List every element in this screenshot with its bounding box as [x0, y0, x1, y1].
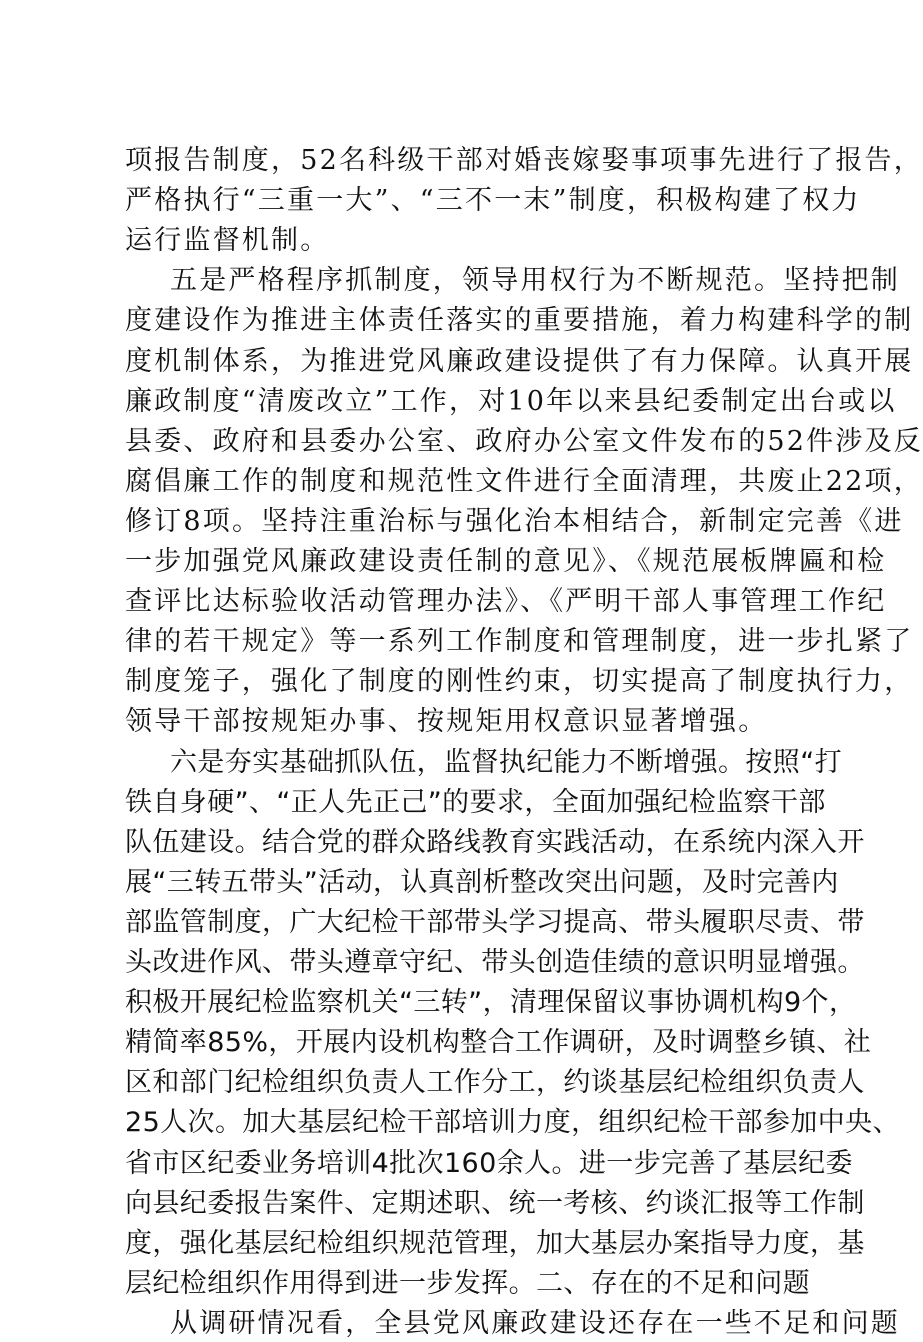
text-line: 层纪检组织作用得到进一步发挥。二、存在的不足和问题 — [125, 1268, 810, 1299]
text-line: 严格执行“三重一大”、“三不一末”制度，积极构建了权力 — [125, 185, 861, 216]
text-line: 度，强化基层纪检组织规范管理，加大基层办案指导力度，基 — [125, 1228, 865, 1259]
text-line: 铁自身硬”、“正人先正己”的要求，全面加强纪检监察干部 — [125, 787, 826, 818]
text-line: 运行监督机制。 — [125, 225, 330, 256]
text-line: 从调研情况看，全县党风廉政建设还存在一些不足和问题 — [170, 1308, 900, 1339]
text-line: 查评比达标验收活动管理办法》、《严明干部人事管理工作纪 — [125, 586, 887, 617]
text-line: 度建设作为推进主体责任落实的重要措施，着力构建科学的制 — [125, 305, 914, 336]
text-line: 向县纪委报告案件、定期述职、统一考核、约谈汇报等工作制 — [125, 1188, 865, 1219]
text-line: 头改进作风、带头遵章守纪、带头创造佳绩的意识明显增强。 — [125, 947, 865, 978]
text-line: 律的若干规定》等一系列工作制度和管理制度，进一步扎紧了 — [125, 626, 914, 657]
text-line: 区和部门纪检组织负责人工作分工，约谈基层纪检组织负责人 — [125, 1067, 865, 1098]
text-line: 度机制体系，为推进党风廉政建设提供了有力保障。认真开展 — [125, 346, 914, 377]
text-line: 精简率85%，开展内设机构整合工作调研，及时调整乡镇、社 — [125, 1027, 872, 1058]
text-line: 省市区纪委业务培训4批次160余人。进一步完善了基层纪委 — [125, 1148, 853, 1179]
text-line: 修订8项。坚持注重治标与强化治本相结合，新制定完善《进 — [125, 506, 904, 537]
text-line: 领导干部按规矩办事、按规矩用权意识显著增强。 — [125, 706, 768, 737]
text-line: 队伍建设。结合党的群众路线教育实践活动，在系统内深入开 — [125, 827, 865, 858]
text-line: 积极开展纪检监察机关“三转”，清理保留议事协调机构9个， — [125, 987, 857, 1018]
text-line: 一步加强党风廉政建设责任制的意见》、《规范展板牌匾和检 — [125, 546, 887, 577]
text-line: 廉政制度“清废改立”工作，对10年以来县纪委制定出台或以 — [125, 386, 897, 417]
text-line: 腐倡廉工作的制度和规范性文件进行全面清理，共废止22项， — [125, 466, 923, 497]
text-line: 六是夯实基础抓队伍，监督执纪能力不断增强。按照“打 — [170, 747, 842, 778]
text-line: 县委、政府和县委办公室、政府办公室文件发布的52件涉及反 — [125, 426, 923, 457]
text-line: 项报告制度，52名科级干部对婚丧嫁娶事项事先进行了报告， — [125, 145, 923, 176]
text-line: 制度笼子，强化了制度的刚性约束，切实提高了制度执行力， — [125, 666, 914, 697]
text-line: 展“三转五带头”活动，认真剖析整改突出问题，及时完善内 — [125, 867, 839, 898]
text-line: 部监管制度，广大纪检干部带头学习提高、带头履职尽责、带 — [125, 907, 865, 938]
text-line: 25人次。加大基层纪检干部培训力度，组织纪检干部参加中央、 — [125, 1107, 900, 1138]
text-line: 五是严格程序抓制度，领导用权行为不断规范。坚持把制 — [170, 265, 900, 296]
